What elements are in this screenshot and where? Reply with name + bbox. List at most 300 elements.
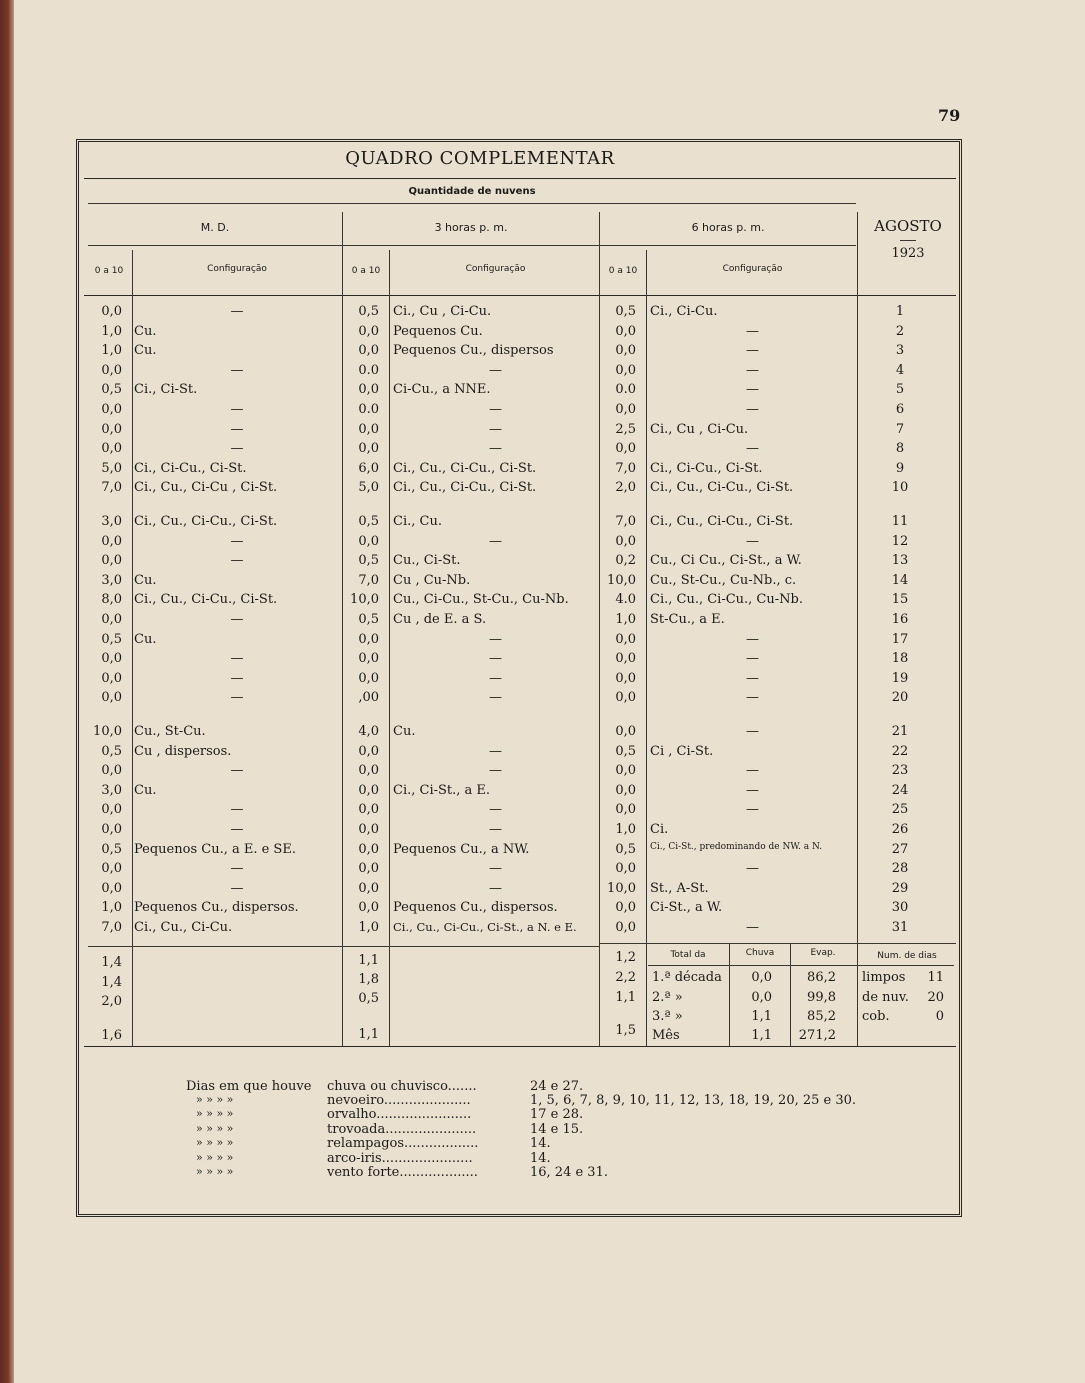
config-6pm: —	[746, 670, 759, 686]
config-3pm: —	[489, 690, 502, 706]
value-md: 0,0	[101, 670, 122, 686]
config-md: —	[230, 402, 244, 417]
config-md: Ci., Ci-Cu., Ci-St.	[134, 460, 247, 476]
ditto-marks: » » » »	[196, 1165, 234, 1178]
config-md: Ci., Cu., Ci-Cu.	[134, 920, 233, 935]
note-days: 14.	[530, 1151, 551, 1166]
day-number: 6	[895, 402, 905, 417]
day-number: 7	[895, 421, 905, 437]
period-label: 2.ª »	[652, 990, 683, 1005]
table-row	[0, 881, 1085, 900]
value-3pm: 0,5	[358, 514, 379, 529]
config-3pm: —	[489, 631, 502, 647]
table-row	[0, 802, 1085, 821]
day-number: 8	[895, 441, 905, 457]
value-3pm: 0,0	[358, 782, 379, 798]
table-row	[0, 783, 1085, 802]
value-3pm: 0,0	[358, 533, 379, 549]
dias-label: limpos	[862, 970, 906, 985]
value-3pm: 0.0	[358, 402, 379, 417]
day-number: 26	[891, 822, 909, 837]
period-label: 3.ª »	[652, 1009, 683, 1024]
config-3pm: Cu , Cu-Nb.	[393, 572, 471, 588]
value-md: 1,0	[101, 900, 122, 916]
config-3pm: —	[489, 651, 502, 667]
note-label: orvalho.......................	[327, 1107, 472, 1122]
table-row	[0, 461, 1085, 480]
value-md: 0,5	[101, 382, 122, 398]
value-md: 0,0	[101, 651, 122, 667]
value-md: 5,0	[101, 460, 122, 476]
config-6pm: Ci., Ci-Cu., Ci-St.	[650, 460, 763, 476]
value-6pm: 7,0	[615, 460, 636, 476]
table-row	[0, 553, 1085, 572]
value-3pm: 0,5	[358, 553, 379, 569]
col-scale-6pm: 0 a 10	[608, 266, 638, 276]
config-3pm: Ci-Cu., a NNE.	[393, 382, 491, 398]
divider	[648, 965, 954, 966]
table-row	[0, 422, 1085, 441]
divider	[84, 1046, 956, 1047]
value-3pm: 10,0	[350, 592, 379, 608]
config-6pm: Ci , Ci-St.	[650, 743, 714, 759]
ditto-marks: » » » »	[196, 1151, 234, 1164]
value-md: 0,0	[101, 533, 122, 549]
value-6pm: 0,0	[615, 441, 636, 457]
value-md: 1,0	[101, 323, 122, 339]
config-6pm: Ci., Cu , Ci-Cu.	[650, 421, 749, 437]
config-3pm: Cu., Ci-Cu., St-Cu., Cu-Nb.	[393, 592, 569, 608]
value-3pm: 1,0	[358, 920, 379, 935]
value-3pm: 0,0	[358, 802, 379, 818]
day-number: 3	[895, 343, 905, 359]
table-row	[0, 514, 1085, 533]
config-md: —	[230, 822, 244, 837]
table-row	[0, 402, 1085, 421]
value-md: 3,0	[101, 514, 122, 529]
config-6pm: Ci., Cu., Ci-Cu., Ci-St.	[650, 514, 794, 529]
config-md: Ci., Cu., Ci-Cu., Ci-St.	[134, 592, 278, 608]
day-number: 13	[891, 553, 909, 569]
table-row	[0, 304, 1085, 323]
config-md: Pequenos Cu., a E. e SE.	[134, 841, 296, 857]
config-md: —	[230, 763, 244, 779]
value-3pm: 0,0	[358, 323, 379, 339]
config-md: —	[230, 533, 244, 549]
value-6pm: 0,0	[615, 724, 636, 739]
value-6pm: 1,0	[615, 612, 636, 627]
value-md: 0,0	[101, 441, 122, 457]
value-3pm: 0,0	[358, 900, 379, 916]
period-chuva: 0,0	[751, 990, 772, 1005]
table-row	[0, 363, 1085, 382]
day-number: 17	[891, 631, 909, 647]
page-number: 79	[938, 106, 961, 125]
config-md: Cu., St-Cu.	[134, 724, 206, 739]
divider	[343, 946, 599, 947]
divider	[790, 944, 791, 1046]
config-6pm: St-Cu., a E.	[650, 612, 725, 627]
divider	[88, 946, 342, 947]
config-6pm: —	[746, 861, 759, 877]
day-number: 14	[891, 572, 909, 588]
value-md: 10,0	[93, 724, 122, 739]
table-row	[0, 690, 1085, 709]
col-scale-md: 0 a 10	[94, 266, 124, 276]
config-md: Cu.	[134, 323, 157, 339]
day-number: 1	[895, 304, 905, 319]
value-6pm: 1,0	[615, 822, 636, 837]
day-number: 22	[891, 743, 909, 759]
value-md: 0,0	[101, 861, 122, 877]
value-6pm: 0,0	[615, 343, 636, 359]
day-number: 16	[891, 612, 909, 627]
config-3pm: Cu.	[393, 724, 416, 739]
value-md: 0,0	[101, 880, 122, 896]
period-label: Mês	[652, 1028, 680, 1043]
note-label: chuva ou chuvisco.......	[327, 1079, 477, 1094]
config-6pm: Ci., Cu., Ci-Cu., Ci-St.	[650, 480, 794, 496]
config-6pm: —	[746, 343, 759, 359]
value-6pm: 2,5	[615, 421, 636, 437]
period-evap: 86,2	[807, 970, 836, 985]
config-6pm: Ci.	[650, 822, 669, 837]
config-md: Cu.	[134, 782, 157, 798]
month-label: AGOSTO	[874, 217, 942, 235]
config-md: Ci., Cu., Ci-Cu , Ci-St.	[134, 480, 278, 496]
value-6pm: 0,0	[615, 631, 636, 647]
ditto-marks: » » » »	[196, 1093, 234, 1106]
value-6pm: 2,0	[615, 480, 636, 496]
value-md: 3,0	[101, 572, 122, 588]
value-md: 0,0	[101, 763, 122, 779]
dias-header: Num. de dias	[877, 951, 937, 961]
config-md: —	[230, 421, 244, 437]
notes-intro: Dias em que houve	[186, 1079, 312, 1094]
config-3pm: —	[489, 743, 502, 759]
config-3pm: Ci., Cu., Ci-Cu., Ci-St., a N. e E.	[393, 920, 577, 934]
table-row	[0, 861, 1085, 880]
config-md: —	[230, 362, 244, 378]
value-6pm: 0,0	[615, 670, 636, 686]
summary-md: 1,6	[101, 1028, 122, 1043]
table-row	[0, 612, 1085, 631]
day-number: 2	[895, 323, 905, 339]
value-3pm: 0,0	[358, 631, 379, 647]
value-md: 0,0	[101, 553, 122, 569]
config-6pm: Ci-St., a W.	[650, 900, 723, 916]
summary-6pm: 1,5	[615, 1023, 636, 1038]
config-3pm: Ci., Ci-St., a E.	[393, 782, 491, 798]
divider	[88, 203, 856, 204]
config-6pm: —	[746, 631, 759, 647]
note-label: arco-iris......................	[327, 1151, 473, 1166]
value-6pm: 0,5	[615, 304, 636, 319]
day-number: 5	[895, 382, 905, 398]
value-md: 0,0	[101, 402, 122, 417]
value-6pm: 0,0	[615, 402, 636, 417]
value-6pm: 7,0	[615, 514, 636, 529]
day-number: 28	[891, 861, 909, 877]
value-md: 0,0	[101, 802, 122, 818]
day-number: 11	[891, 514, 909, 529]
value-3pm: 0,5	[358, 304, 379, 319]
day-number: 29	[891, 880, 909, 896]
value-3pm: ,00	[358, 690, 379, 706]
config-6pm: Ci., Ci-Cu.	[650, 304, 718, 319]
value-md: 0,5	[101, 743, 122, 759]
dias-value: 20	[927, 990, 944, 1005]
period-evap: 99,8	[807, 990, 836, 1005]
config-3pm: —	[489, 402, 502, 417]
day-number: 10	[891, 480, 909, 496]
ditto-marks: » » » »	[196, 1107, 234, 1120]
config-6pm: —	[746, 763, 759, 779]
day-number: 21	[891, 724, 909, 739]
col-config-md: Configuração	[207, 264, 267, 274]
evap-header: Evap.	[810, 948, 836, 958]
config-3pm: Pequenos Cu., dispersos	[393, 343, 554, 359]
day-number: 25	[891, 802, 909, 818]
config-3pm: Cu , de E. a S.	[393, 612, 487, 627]
value-3pm: 0,0	[358, 441, 379, 457]
divider	[84, 178, 956, 179]
config-6pm: —	[746, 920, 759, 935]
note-days: 17 e 28.	[530, 1107, 584, 1122]
config-md: —	[230, 651, 244, 667]
total-header: Total da	[670, 950, 706, 960]
summary-md: 1,4	[101, 955, 122, 970]
config-3pm: —	[489, 421, 502, 437]
value-3pm: 0,0	[358, 670, 379, 686]
config-md: Cu.	[134, 343, 157, 359]
config-md: —	[230, 880, 244, 896]
table-row	[0, 441, 1085, 460]
config-md: —	[230, 690, 244, 706]
config-3pm: —	[489, 861, 502, 877]
note-days: 14.	[530, 1136, 551, 1151]
day-number: 9	[895, 460, 905, 476]
table-row	[0, 382, 1085, 401]
config-6pm: St., A-St.	[650, 880, 709, 896]
config-6pm: —	[746, 651, 759, 667]
config-3pm: —	[489, 822, 502, 837]
table-row	[0, 632, 1085, 651]
config-md: Ci., Ci-St.	[134, 382, 198, 398]
summary-3pm: 0,5	[358, 991, 379, 1006]
table-row	[0, 651, 1085, 670]
summary-3pm: 1,1	[358, 953, 379, 968]
value-3pm: 0,0	[358, 421, 379, 437]
table-row	[0, 920, 1085, 939]
table-row	[0, 573, 1085, 592]
value-md: 0,5	[101, 631, 122, 647]
value-md: 0,0	[101, 421, 122, 437]
value-3pm: 0,0	[358, 841, 379, 857]
day-number: 12	[891, 533, 909, 549]
table-row	[0, 534, 1085, 553]
value-6pm: 0,0	[615, 900, 636, 916]
value-md: 7,0	[101, 480, 122, 496]
config-md: —	[230, 553, 244, 569]
note-days: 16, 24 e 31.	[530, 1165, 608, 1180]
config-3pm: Pequenos Cu.	[393, 323, 483, 339]
day-number: 18	[891, 651, 909, 667]
config-6pm: —	[746, 402, 759, 417]
value-3pm: 0,5	[358, 612, 379, 627]
value-md: 0,0	[101, 362, 122, 378]
table-row	[0, 900, 1085, 919]
value-md: 3,0	[101, 782, 122, 798]
config-6pm: —	[746, 802, 759, 818]
config-3pm: —	[489, 670, 502, 686]
note-days: 24 e 27.	[530, 1079, 584, 1094]
col-scale-3pm: 0 a 10	[351, 266, 381, 276]
summary-3pm: 1,1	[358, 1027, 379, 1042]
config-md: Cu.	[134, 572, 157, 588]
note-label: relampagos..................	[327, 1136, 479, 1151]
day-number: 24	[891, 782, 909, 798]
value-3pm: 0,0	[358, 822, 379, 837]
chuva-header: Chuva	[745, 948, 775, 958]
value-3pm: 7,0	[358, 572, 379, 588]
table-row	[0, 744, 1085, 763]
day-number: 30	[891, 900, 909, 916]
config-md: Cu , dispersos.	[134, 743, 232, 759]
summary-6pm: 2,2	[615, 970, 636, 985]
note-label: trovoada......................	[327, 1122, 477, 1137]
value-6pm: 0,0	[615, 362, 636, 378]
dias-label: de nuv.	[862, 990, 909, 1005]
config-6pm: —	[746, 533, 759, 549]
period-chuva: 1,1	[751, 1028, 772, 1043]
note-label: nevoeiro.....................	[327, 1093, 471, 1108]
value-6pm: 10,0	[607, 880, 636, 896]
config-6pm: —	[746, 382, 759, 398]
col-config-6pm: Configuração	[722, 264, 783, 274]
value-6pm: 0,0	[615, 533, 636, 549]
config-6pm: Ci., Cu., Ci-Cu., Cu-Nb.	[650, 592, 803, 608]
divider	[900, 240, 916, 241]
config-md: Pequenos Cu., dispersos.	[134, 900, 299, 916]
config-md: —	[230, 304, 244, 319]
config-6pm: —	[746, 362, 759, 378]
table-row	[0, 822, 1085, 841]
page-title: QUADRO COMPLEMENTAR	[345, 148, 615, 169]
value-md: 0,0	[101, 822, 122, 837]
config-3pm: —	[489, 802, 502, 818]
config-6pm: —	[746, 724, 759, 739]
period-evap: 271,2	[798, 1028, 836, 1043]
header-md: M. D.	[200, 221, 230, 234]
value-6pm: 0,2	[615, 553, 636, 569]
value-3pm: 6,0	[358, 460, 379, 476]
value-6pm: 0,0	[615, 861, 636, 877]
value-3pm: 0,0	[358, 651, 379, 667]
year-label: 1923	[891, 246, 925, 261]
config-6pm: —	[746, 323, 759, 339]
config-3pm: —	[489, 441, 502, 457]
note-days: 1, 5, 6, 7, 8, 9, 10, 11, 12, 13, 18, 19, 20, 25 e 30.	[530, 1093, 857, 1108]
table-row	[0, 724, 1085, 743]
divider	[88, 245, 856, 246]
value-md: 0,0	[101, 304, 122, 319]
config-md: —	[230, 441, 244, 457]
table-row	[0, 480, 1085, 499]
value-3pm: 0.0	[358, 362, 379, 378]
table-subtitle: Quantidade de nuvens	[408, 186, 536, 197]
value-6pm: 0,0	[615, 802, 636, 818]
config-6pm: Cu., St-Cu., Cu-Nb., c.	[650, 572, 797, 588]
value-3pm: 0,0	[358, 743, 379, 759]
table-row	[0, 842, 1085, 861]
value-3pm: 0,0	[358, 861, 379, 877]
config-3pm: —	[489, 763, 502, 779]
value-6pm: 0,0	[615, 782, 636, 798]
config-md: Cu.	[134, 631, 157, 647]
config-6pm: Cu., Ci Cu., Ci-St., a W.	[650, 553, 802, 569]
config-md: —	[230, 612, 244, 627]
value-6pm: 4.0	[615, 592, 636, 608]
value-6pm: 0,0	[615, 920, 636, 935]
day-number: 23	[891, 763, 909, 779]
config-3pm: Pequenos Cu., dispersos.	[393, 900, 558, 916]
value-md: 1,0	[101, 343, 122, 359]
value-md: 8,0	[101, 592, 122, 608]
value-6pm: 0,5	[615, 743, 636, 759]
value-3pm: 0,0	[358, 343, 379, 359]
value-6pm: 0.0	[615, 382, 636, 398]
summary-6pm: 1,1	[615, 990, 636, 1005]
value-md: 7,0	[101, 920, 122, 935]
ditto-marks: » » » »	[196, 1122, 234, 1135]
period-label: 1.ª década	[652, 970, 722, 985]
value-6pm: 0,0	[615, 690, 636, 706]
value-3pm: 5,0	[358, 480, 379, 496]
table-row	[0, 592, 1085, 611]
dias-value: 11	[927, 970, 944, 985]
config-3pm: Ci., Cu., Ci-Cu., Ci-St.	[393, 480, 537, 496]
day-number: 19	[891, 670, 909, 686]
summary-md: 2,0	[101, 994, 122, 1009]
config-6pm: —	[746, 441, 759, 457]
header-3pm: 3 horas p. m.	[434, 221, 508, 234]
value-6pm: 0,0	[615, 651, 636, 667]
col-config-3pm: Configuração	[465, 264, 526, 274]
value-6pm: 0,5	[615, 841, 636, 857]
config-3pm: Cu., Ci-St.	[393, 553, 461, 569]
value-3pm: 4,0	[358, 724, 379, 739]
config-3pm: —	[489, 362, 502, 378]
day-number: 15	[891, 592, 909, 608]
note-label: vento forte...................	[327, 1165, 478, 1180]
value-3pm: 0,0	[358, 880, 379, 896]
config-6pm: —	[746, 782, 759, 798]
config-3pm: Ci., Cu., Ci-Cu., Ci-St.	[393, 460, 537, 476]
period-chuva: 1,1	[751, 1009, 772, 1024]
header-6pm: 6 horas p. m.	[691, 221, 765, 234]
table-row	[0, 763, 1085, 782]
value-3pm: 0,0	[358, 382, 379, 398]
day-number: 27	[891, 841, 909, 857]
dias-value: 0	[935, 1009, 944, 1024]
day-number: 31	[891, 920, 909, 935]
divider	[729, 944, 730, 1046]
value-md: 0,0	[101, 690, 122, 706]
value-6pm: 0,0	[615, 763, 636, 779]
config-md: —	[230, 861, 244, 877]
config-3pm: Ci., Cu , Ci-Cu.	[393, 304, 492, 319]
